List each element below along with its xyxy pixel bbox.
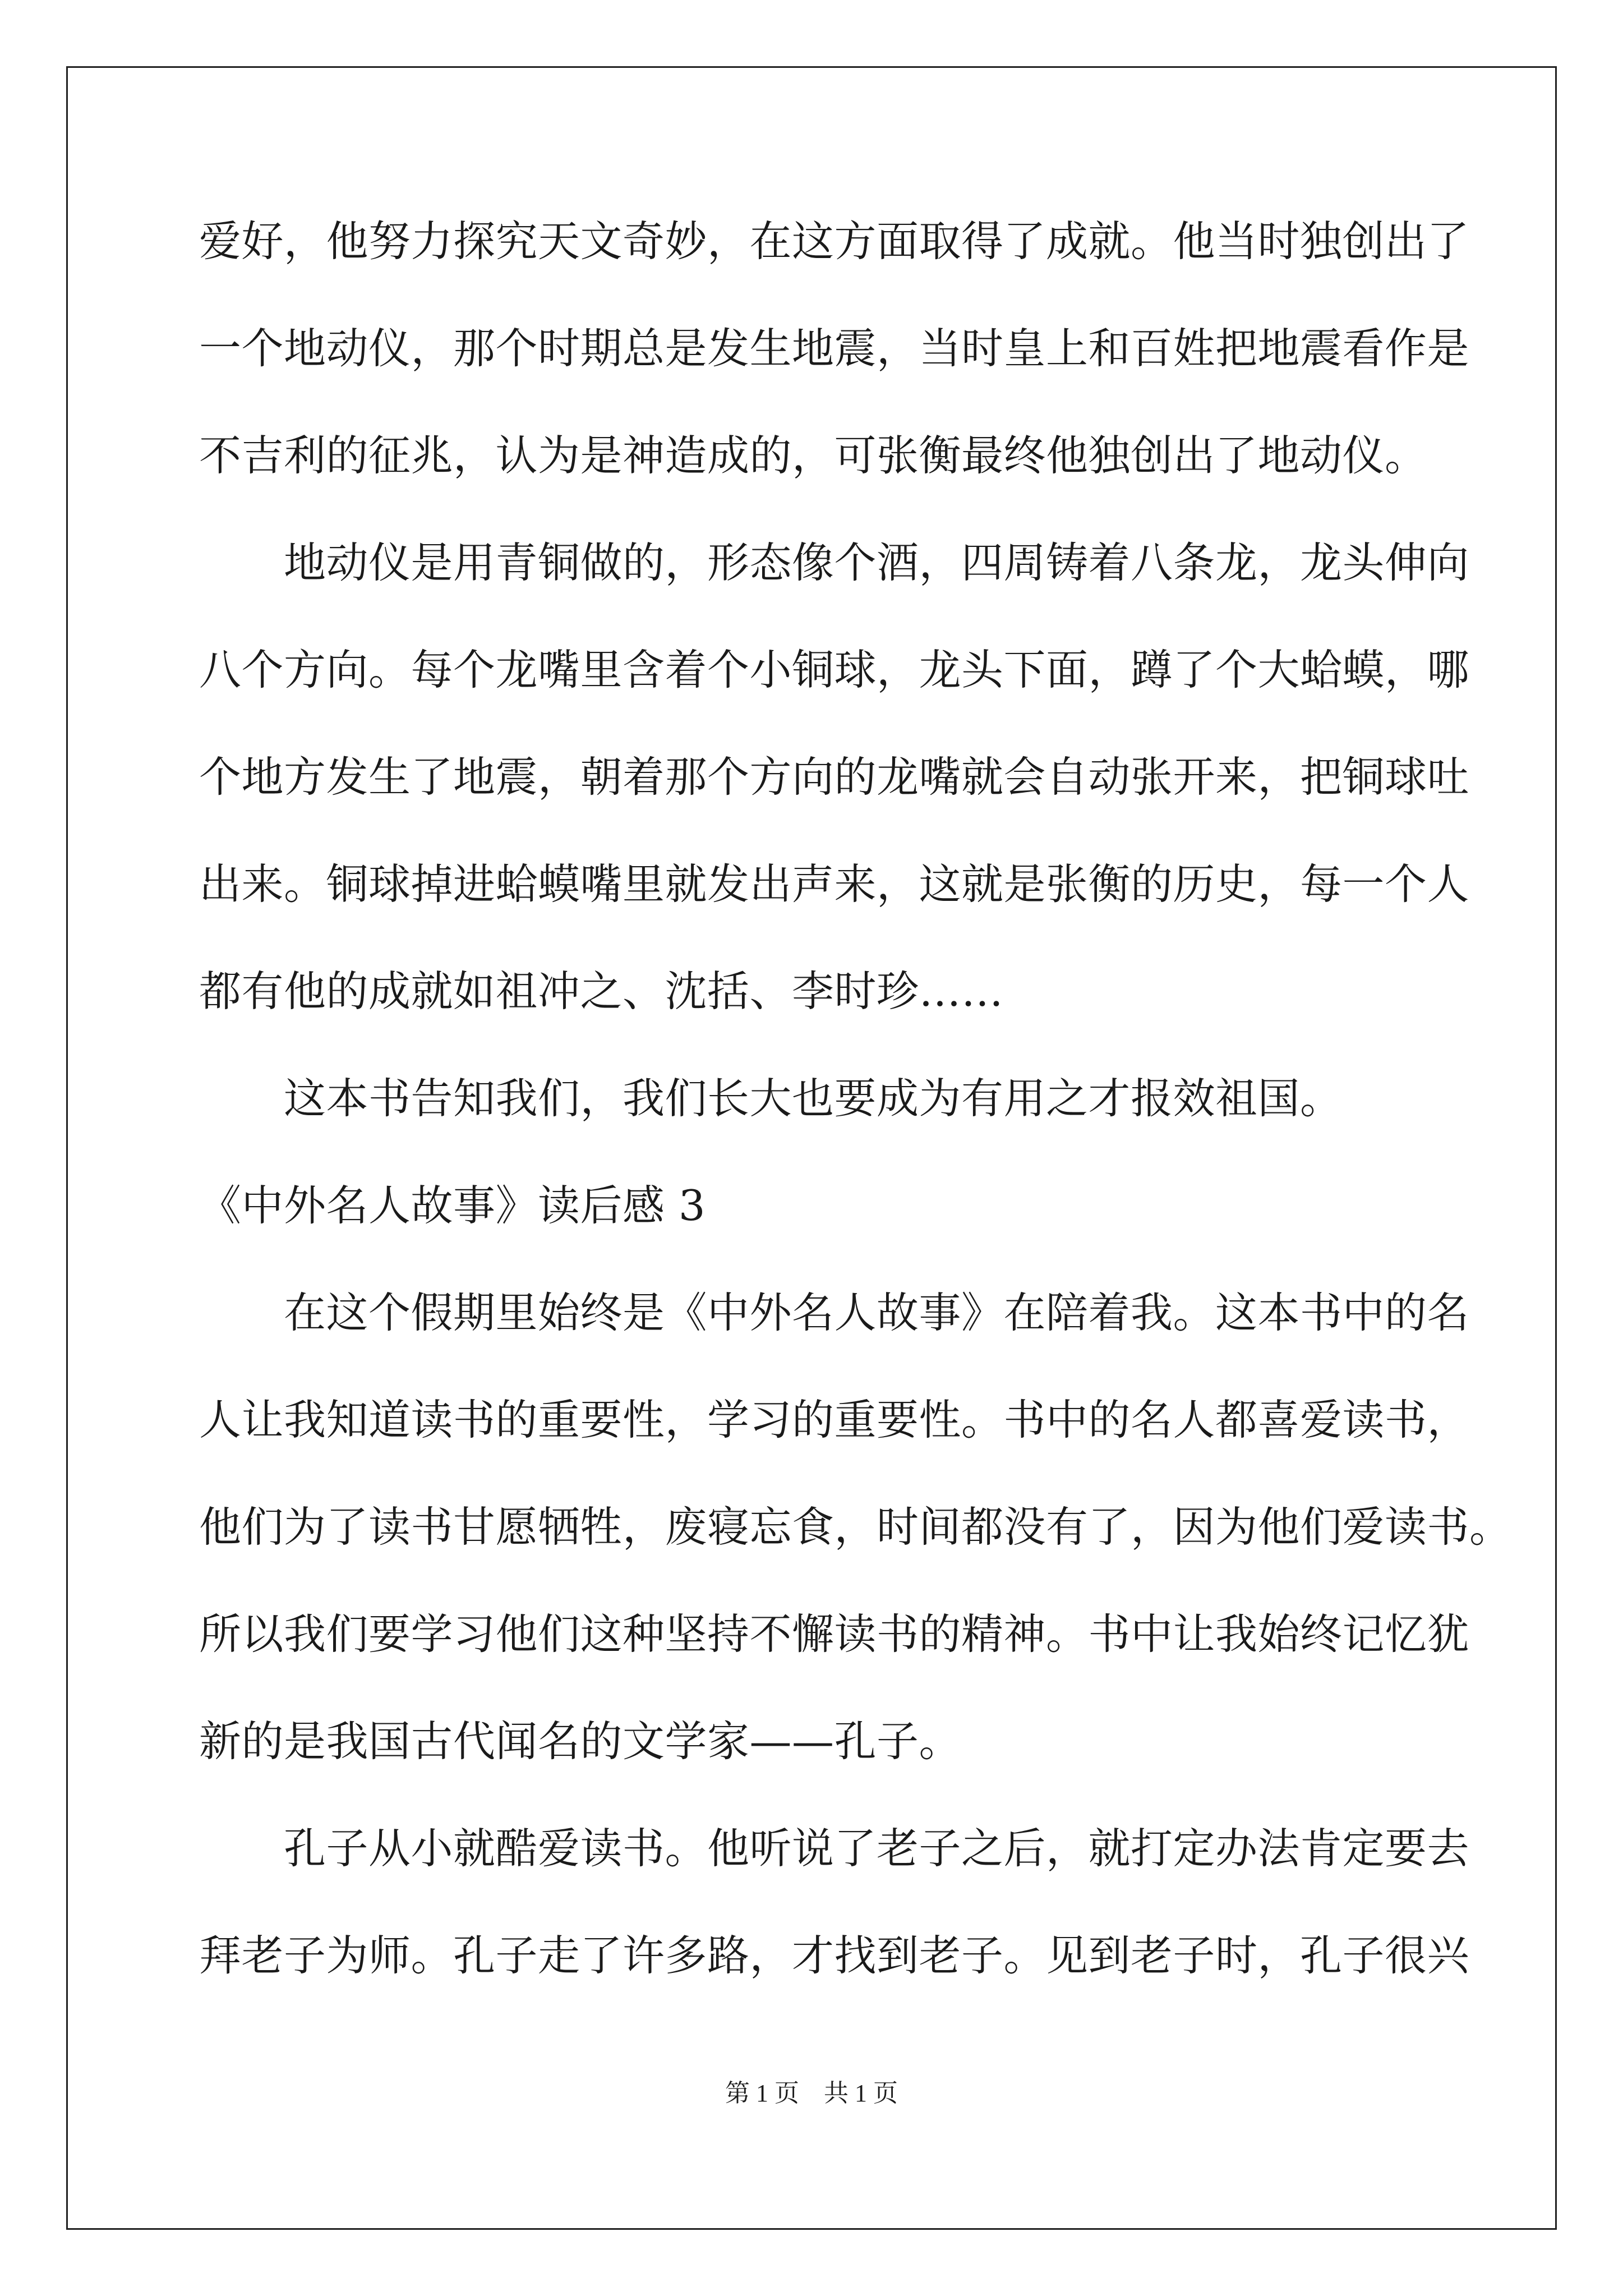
text-line: 都有他的成就如祖冲之、沈括、李时珍…… — [199, 967, 1004, 1016]
paragraph-start-line: 地动仪是用青铜做的，形态像个酒，四周铸着八条龙，龙头伸向 — [284, 538, 1470, 587]
text-line: 所以我们要学习他们这种坚持不懈读书的精神。书中让我始终记忆犹 — [199, 1609, 1470, 1659]
text-line: 新的是我国古代闻名的文学家——孔子。 — [199, 1717, 962, 1766]
document-body — [199, 188, 1512, 2009]
paragraph-start-line: 在这个假期里始终是《中外名人故事》在陪着我。这本书中的名 — [284, 1288, 1470, 1337]
section-heading: 《中外名人故事》读后感 3 — [199, 1181, 706, 1230]
page-number-footer: 第 1 页 共 1 页 — [725, 2079, 898, 2107]
text-line: 一个地动仪，那个时期总是发生地震，当时皇上和百姓把地震看作是 — [199, 324, 1470, 373]
text-line: 人让我知道读书的重要性，学习的重要性。书中的名人都喜爱读书， — [199, 1395, 1470, 1444]
text-line: 不吉利的征兆，认为是神造成的，可张衡最终他独创出了地动仪。 — [199, 431, 1427, 480]
text-line: 爱好，他努力探究天文奇妙，在这方面取得了成就。他当时独创出了 — [199, 217, 1470, 266]
text-line: 八个方向。每个龙嘴里含着个小铜球，龙头下面，蹲了个大蛤蟆，哪 — [199, 645, 1470, 694]
paragraph-start-line: 这本书告知我们，我们长大也要成为有用之才报效祖国。 — [284, 1074, 1343, 1123]
text-line: 他们为了读书甘愿牺牲，废寝忘食，时间都没有了，因为他们爱读书。 — [199, 1502, 1512, 1552]
text-line: 个地方发生了地震，朝着那个方向的龙嘴就会自动张开来，把铜球吐 — [199, 752, 1470, 802]
paragraph-start-line: 孔子从小就酷爱读书。他听说了老子之后，就打定办法肯定要去 — [284, 1824, 1470, 1873]
text-line: 出来。铜球掉进蛤蟆嘴里就发出声来，这就是张衡的历史，每一个人 — [199, 859, 1470, 909]
text-line: 拜老子为师。孔子走了许多路，才找到老子。见到老子时，孔子很兴 — [199, 1931, 1470, 1980]
